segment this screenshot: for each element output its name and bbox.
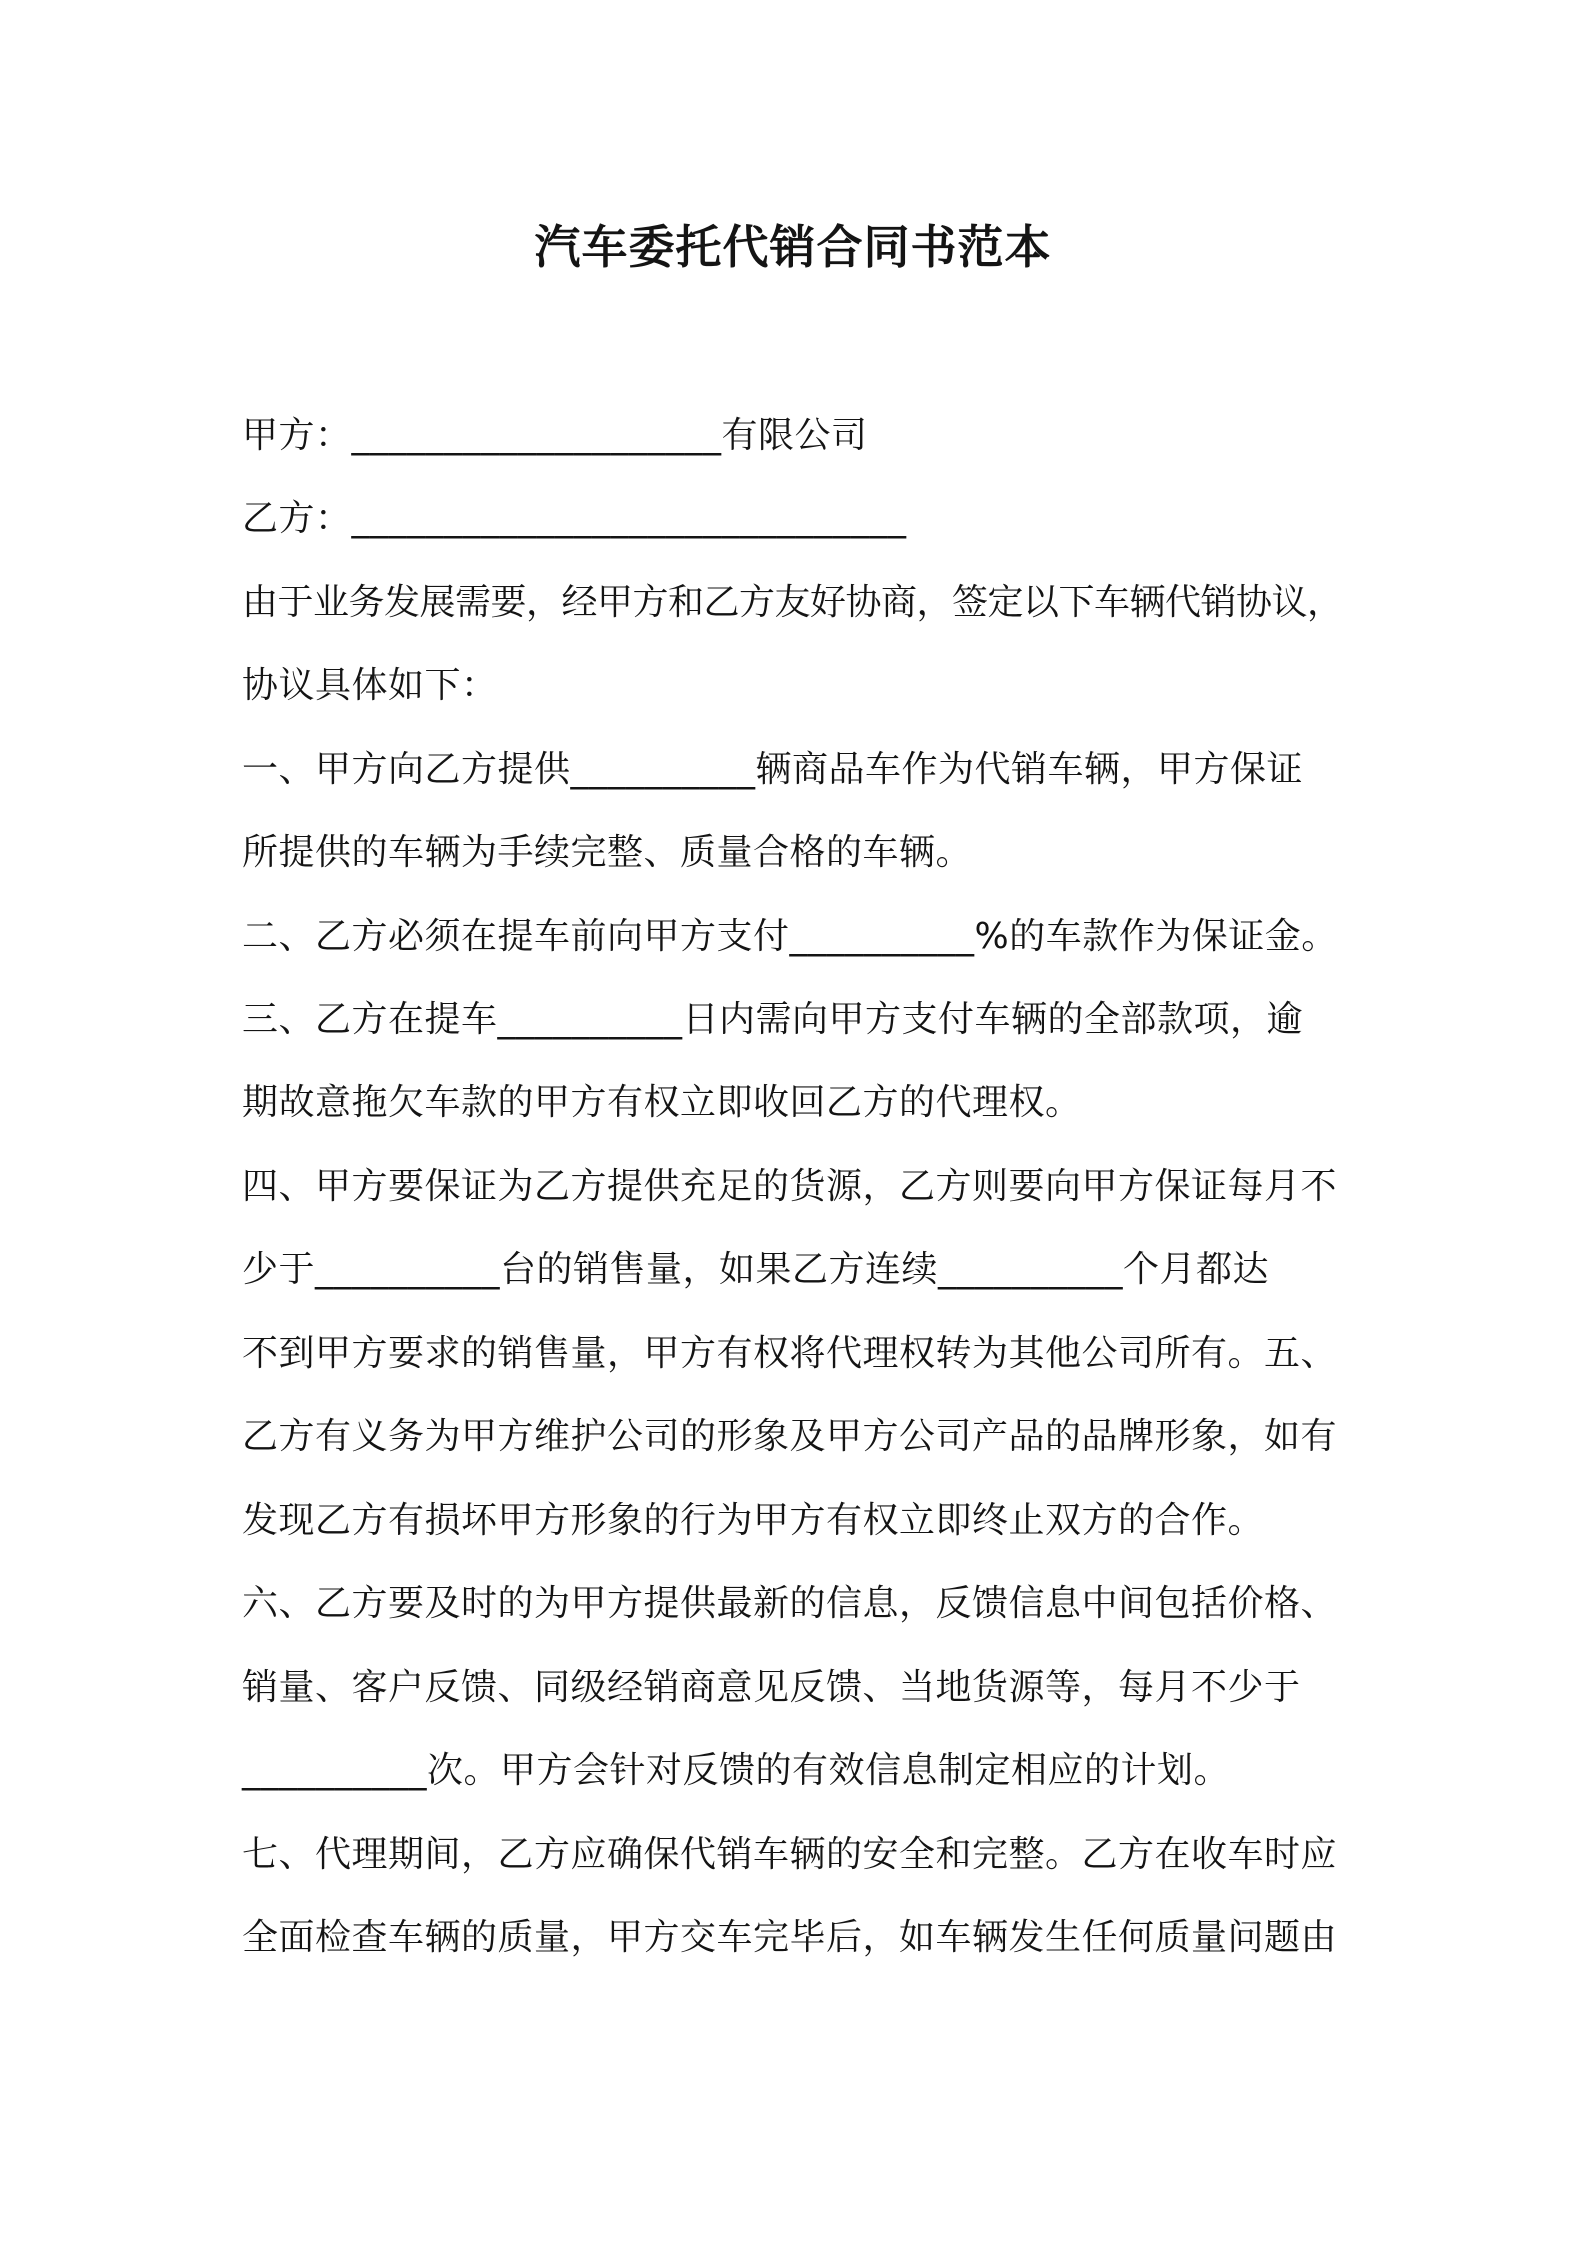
clause-5-line-1: 乙方有义务为甲方维护公司的形象及甲方公司产品的品牌形象，如有 (242, 1416, 1338, 1457)
clause-4-line-2: 少于__________台的销售量，如果乙方连续__________个月都达 (242, 1249, 1270, 1290)
clause-5-line-2: 发现乙方有损坏甲方形象的行为甲方有权立即终止双方的合作。 (242, 1500, 1265, 1541)
clause-7-line-2: 全面检查车辆的质量，甲方交车完毕后，如车辆发生任何质量问题由 (242, 1917, 1338, 1958)
preamble-line-2: 协议具体如下： (242, 665, 498, 706)
clause-2-line-1: 二、乙方必须在提车前向甲方支付__________%的车款作为保证金。 (242, 916, 1338, 957)
clause-3-line-2: 期故意拖欠车款的甲方有权立即收回乙方的代理权。 (242, 1082, 1082, 1123)
party-a-line: 甲方：____________________有限公司 (242, 415, 868, 456)
party-b-line: 乙方：______________________________ (242, 498, 907, 539)
document-title: 汽车委托代销合同书范本 (534, 220, 1052, 274)
clause-7-line-1: 七、代理期间，乙方应确保代销车辆的安全和完整。乙方在收车时应 (242, 1834, 1338, 1875)
clause-4-line-1: 四、甲方要保证为乙方提供充足的货源，乙方则要向甲方保证每月不 (242, 1166, 1338, 1207)
clause-6-line-2: 销量、客户反馈、同级经销商意见反馈、当地货源等，每月不少于 (242, 1667, 1301, 1708)
clause-6-line-1: 六、乙方要及时的为甲方提供最新的信息，反馈信息中间包括价格、 (242, 1583, 1338, 1624)
clause-4-line-3: 不到甲方要求的销售量，甲方有权将代理权转为其他公司所有。五、 (242, 1333, 1338, 1374)
preamble-line-1: 由于业务发展需要，经甲方和乙方友好协商，签定以下车辆代销协议， (242, 582, 1343, 623)
clause-1-line-2: 所提供的车辆为手续完整、质量合格的车辆。 (242, 832, 973, 873)
clause-6-line-3: __________次。甲方会针对反馈的有效信息制定相应的计划。 (242, 1750, 1231, 1791)
clause-1-line-1: 一、甲方向乙方提供__________辆商品车作为代销车辆，甲方保证 (242, 749, 1304, 790)
clause-3-line-1: 三、乙方在提车__________日内需向甲方支付车辆的全部款项，逾 (242, 999, 1304, 1040)
